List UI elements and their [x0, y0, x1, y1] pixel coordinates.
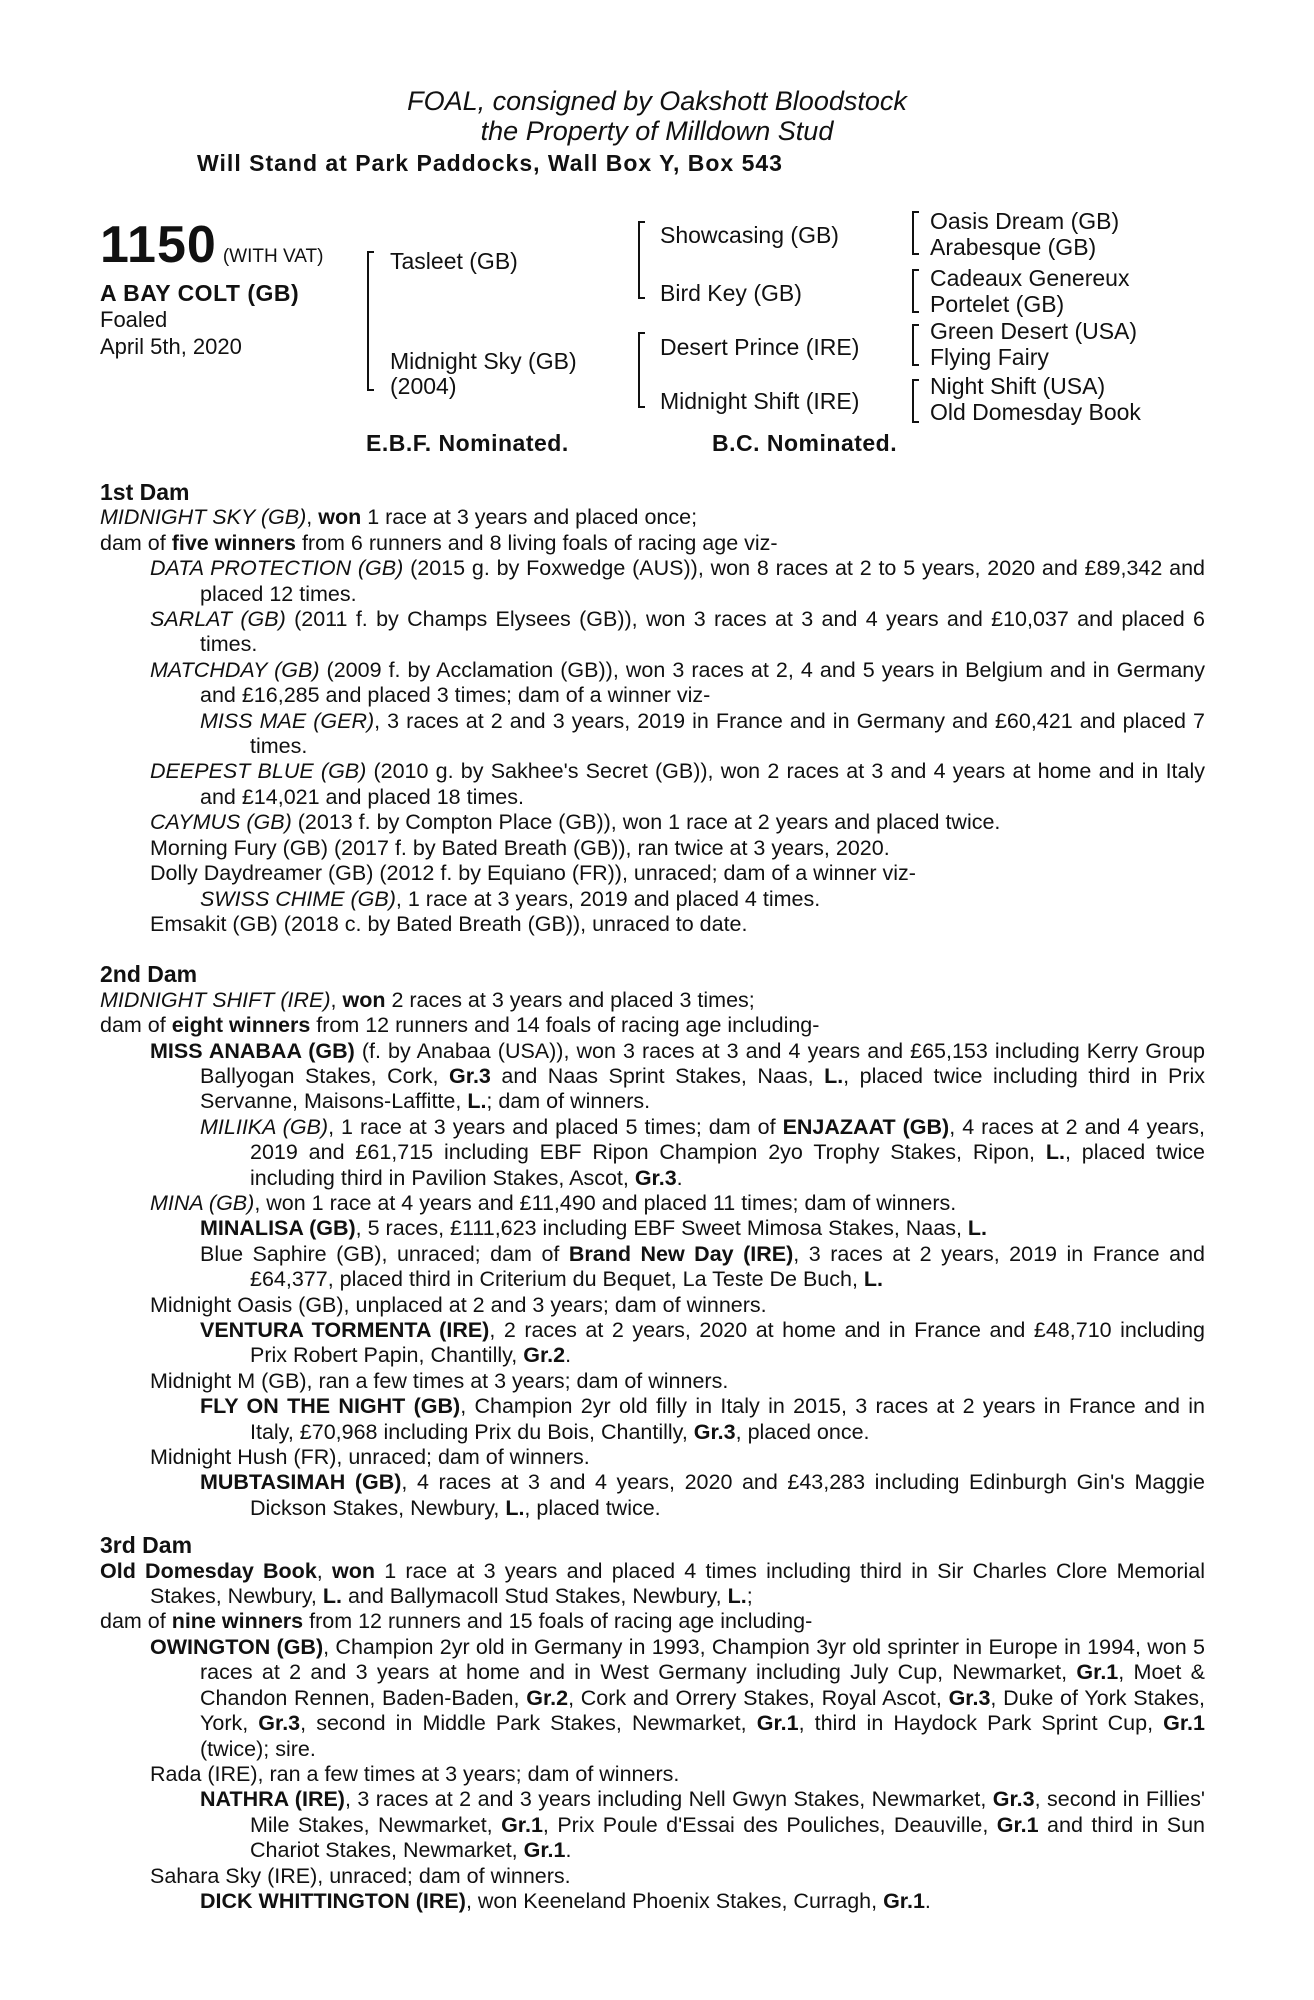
great-grandsire-1: Oasis Dream (GB) — [930, 208, 1120, 234]
sire: Tasleet (GB) — [390, 248, 518, 274]
text: L. — [824, 1063, 844, 1088]
horse-name: CAYMUS (GB) — [150, 810, 292, 835]
text: . — [565, 1343, 572, 1368]
produce-entry — [100, 1394, 1205, 1445]
text: Gr.3 — [258, 1711, 301, 1736]
third-dam-produce-summary — [100, 1609, 1205, 1634]
text: Gr.3 — [992, 1787, 1035, 1812]
text: , 1 race at 3 years and placed 5 times; dam of — [328, 1114, 783, 1139]
text: L. — [505, 1495, 525, 1520]
brace-cap — [912, 211, 919, 213]
text: (2011 f. by Champs Elysees (GB)), won 3 races at 3 and 4 years and £10,037 and placed 6 times. — [200, 607, 1205, 657]
header-stand-location: Will Stand at Park Paddocks, Wall Box Y, Box 543 — [197, 150, 783, 176]
produce-entry — [100, 1039, 1205, 1115]
ebf-nominated: E.B.F. Nominated. — [366, 430, 569, 456]
text: L. — [863, 1267, 884, 1292]
horse-name: Brand New Day (IRE) — [568, 1241, 794, 1266]
sire-dam: Bird Key (GB) — [660, 280, 802, 306]
produce-entry — [100, 1115, 1205, 1191]
text: , 3 races at 2 years, 2019 in France and £64,377, placed third in Criterium du Bequet, La Teste De Buch, — [250, 1241, 1205, 1292]
brace-cap — [638, 332, 645, 334]
horse-name: VENTURA TORMENTA (IRE) — [200, 1318, 490, 1342]
horse-name: OWINGTON (GB) — [150, 1634, 324, 1659]
dam-year: (2004) — [390, 373, 457, 399]
text: Gr.2 — [523, 1343, 566, 1368]
text: Blue Saphire (GB), unraced; dam of — [200, 1241, 569, 1266]
text: Gr.1 — [1076, 1660, 1119, 1685]
produce-entry — [100, 810, 1205, 835]
brace-cap — [912, 364, 919, 366]
text: , won 1 race at 4 years and £11,490 and placed 11 times; dam of winners. — [254, 1190, 957, 1215]
dam: Midnight Sky (GB) — [390, 348, 577, 374]
text: won — [331, 1558, 375, 1583]
horse-name: MILIIKA (GB) — [200, 1114, 329, 1139]
text: (f. by Anabaa (USA)), won 3 races at 3 and 4 years and £65,153 including Kerry Group Ballyogan Stakes, Cork, — [200, 1038, 1205, 1088]
text: from 12 runners and 14 foals of racing age including- — [310, 1013, 820, 1038]
brace-cap — [912, 379, 919, 381]
produce-entry — [100, 1318, 1205, 1369]
produce-entry: Emsakit (GB) (2018 c. by Bated Breath (GB)), unraced to date. — [150, 911, 748, 936]
second-dam-line — [100, 988, 1205, 1013]
sire-parents-brace — [638, 222, 640, 298]
produce-entry — [100, 1787, 1205, 1863]
first-dam-heading: 1st Dam — [100, 479, 190, 505]
brace-cap — [912, 421, 919, 423]
lot-title: A BAY COLT (GB) — [100, 280, 300, 306]
horse-name: MATCHDAY (GB) — [150, 657, 320, 682]
text: Gr.1 — [523, 1838, 566, 1863]
horse-name: DATA PROTECTION (GB) — [150, 556, 404, 581]
third-dam-name: Old Domesday Book — [100, 1558, 317, 1583]
header-property: the Property of Milldown Stud — [480, 116, 834, 146]
third-dam-heading: 3rd Dam — [100, 1532, 193, 1559]
text: . — [676, 1165, 683, 1190]
brace-cap — [638, 406, 645, 408]
produce-entry — [100, 709, 1205, 760]
text: , Moet & Chandon Rennen, Baden-Baden, — [200, 1660, 1206, 1710]
second-dam-name: MIDNIGHT SHIFT (IRE) — [100, 987, 331, 1012]
text: L. — [1045, 1140, 1065, 1165]
g-brace-4 — [912, 380, 914, 422]
great-granddam-1: Arabesque (GB) — [930, 234, 1097, 260]
text: and third in Sun Chariot Stakes, Newmarket, — [250, 1812, 1205, 1863]
horse-name: MINA (GB) — [150, 1190, 255, 1215]
text: Gr.1 — [883, 1888, 925, 1913]
lot-heading — [100, 215, 323, 275]
text: , Duke of York Stakes, York, — [200, 1685, 1205, 1736]
horse-name: MISS ANABAA (GB) — [150, 1038, 355, 1063]
bc-nominated: B.C. Nominated. — [712, 430, 898, 456]
text: from 6 runners and 8 living foals of racing age viz- — [295, 530, 778, 555]
text: Gr.1 — [501, 1812, 543, 1837]
horse-name: DICK WHITTINGTON (IRE) — [200, 1888, 466, 1913]
sire-sire: Showcasing (GB) — [660, 222, 839, 248]
text: . — [565, 1838, 572, 1863]
text: 1 race at 3 years and placed once; — [361, 505, 698, 530]
produce-entry — [100, 759, 1205, 810]
text: L. — [322, 1584, 342, 1609]
brace-cap — [912, 324, 919, 326]
text: ; — [746, 1584, 753, 1609]
great-grandsire-3: Green Desert (USA) — [930, 318, 1138, 344]
text: , Prix Poule d'Essai des Pouliches, Deauville, — [542, 1812, 997, 1837]
text: Gr.1 — [996, 1812, 1039, 1837]
text: dam of — [100, 1609, 172, 1634]
brace-cap — [912, 253, 919, 255]
text: , Champion 2yr old filly in Italy in 2015, 3 races at 2 years in France and in Italy, £70,968 including Prix du Bois, Chantilly, — [250, 1394, 1205, 1444]
text: won — [318, 505, 362, 530]
produce-entry — [100, 1242, 1205, 1293]
text: , 1 race at 3 years, 2019 and placed 4 times. — [395, 886, 821, 911]
lot-vat: (WITH VAT) — [222, 246, 324, 267]
text: , 4 races at 2 and 4 years, 2019 and £61,715 including EBF Ripon Champion 2yo Trophy Stakes, Ripon, — [250, 1114, 1205, 1165]
text: Gr.3 — [948, 1685, 991, 1710]
second-dam-heading: 2nd Dam — [100, 961, 198, 988]
text: five winners — [171, 530, 296, 555]
text: , won Keeneland Phoenix Stakes, Curragh, — [465, 1888, 884, 1913]
great-granddam-2: Portelet (GB) — [930, 291, 1065, 317]
brace-cap — [367, 389, 374, 391]
text: (2015 g. by Foxwedge (AUS)), won 8 races at 2 to 5 years, 2020 and £89,342 and placed 12 times. — [200, 556, 1205, 606]
brace-cap — [912, 311, 919, 313]
text: Gr.3 — [634, 1165, 677, 1190]
text: , 5 races, £111,623 including EBF Sweet Mimosa Stakes, Naas, — [355, 1216, 968, 1241]
horse-name: MINALISA (GB) — [200, 1216, 356, 1241]
great-granddam-4: Old Domesday Book — [930, 399, 1141, 425]
produce-entry — [100, 1470, 1205, 1521]
text: (2009 f. by Acclamation (GB)), won 3 races at 2, 4 and 5 years in Belgium and in Germany and £16,285 and placed 3 times; dam of a winner viz- — [200, 657, 1206, 708]
produce-entry — [100, 1216, 1205, 1241]
text: , third in Haydock Park Sprint Cup, — [798, 1711, 1164, 1736]
text: . — [924, 1888, 931, 1913]
produce-entry: Dolly Daydreamer (GB) (2012 f. by Equiano (FR)), unraced; dam of a winner viz- — [150, 861, 916, 886]
text: , — [306, 505, 319, 530]
first-dam-line — [100, 505, 1205, 530]
text: , placed twice including third in Pavilion Stakes, Ascot, — [250, 1140, 1205, 1190]
third-dam-line — [100, 1559, 1205, 1610]
dam-parents-brace — [638, 333, 640, 407]
produce-entry: Sahara Sky (IRE), unraced; dam of winners. — [150, 1863, 571, 1888]
text: L. — [467, 1089, 487, 1114]
text: Gr.2 — [526, 1685, 569, 1710]
produce-entry — [100, 556, 1205, 607]
text: 1 race at 3 years and placed 4 times including third in Sir Charles Clore Memorial Stakes, Newbury, — [150, 1558, 1206, 1609]
section-gap — [100, 1521, 1205, 1533]
brace-cap — [638, 297, 645, 299]
text: won — [342, 987, 386, 1012]
text: from 12 runners and 15 foals of racing age including- — [303, 1609, 813, 1634]
text: , second in Middle Park Stakes, Newmarket, — [300, 1711, 757, 1736]
great-grandsire-4: Night Shift (USA) — [930, 373, 1106, 399]
text: dam of — [100, 1013, 172, 1038]
produce-entry — [100, 1191, 1205, 1216]
horse-name: MUBTASIMAH (GB) — [200, 1470, 402, 1495]
horse-name: SARLAT (GB) — [150, 607, 286, 632]
text: ; dam of winners. — [486, 1089, 651, 1114]
text: , second in Fillies' Mile Stakes, Newmarket, — [250, 1787, 1205, 1837]
horse-name: DEEPEST BLUE (GB) — [150, 759, 367, 784]
text: , Cork and Orrery Stakes, Royal Ascot, — [568, 1685, 949, 1710]
text: Gr.1 — [756, 1711, 799, 1736]
foaled-label: Foaled — [100, 307, 168, 332]
text: , Champion 2yr old in Germany in 1993, Champion 3yr old sprinter in Europe in 1994, won 5 races at 2 and 3 years at home and in West Germany including July Cup, Newmarket, — [200, 1634, 1205, 1685]
produce-entry: Rada (IRE), ran a few times at 3 years; dam of winners. — [150, 1761, 680, 1786]
text: , 2 races at 2 years, 2020 at home and in France and £48,710 including Prix Robert Papin, Chantilly, — [250, 1318, 1205, 1368]
text: L. — [967, 1216, 988, 1241]
text: 2 races at 3 years and placed 3 times; — [385, 987, 755, 1012]
sire-dam-brace — [367, 252, 369, 390]
produce-entry — [100, 607, 1205, 658]
text: , 4 races at 3 and 4 years, 2020 and £43,283 including Edinburgh Gin's Maggie Dickson Stakes, Newbury, — [250, 1470, 1205, 1520]
text: (twice); sire. — [200, 1736, 316, 1761]
great-grandsire-2: Cadeaux Genereux — [930, 265, 1130, 291]
dam-sire: Desert Prince (IRE) — [660, 334, 860, 360]
text: (2010 g. by Sakhee's Secret (GB)), won 2 races at 3 and 4 years at home and in Italy and £14,021 and placed 18 times. — [200, 759, 1206, 809]
text: (2013 f. by Compton Place (GB)), won 1 race at 2 years and placed twice. — [291, 810, 1001, 835]
text: , placed twice. — [524, 1495, 661, 1520]
text: L. — [727, 1584, 747, 1609]
text: nine winners — [171, 1609, 304, 1634]
produce-entry: Morning Fury (GB) (2017 f. by Bated Breath (GB)), ran twice at 3 years, 2020. — [150, 835, 890, 860]
horse-name: MISS MAE (GER) — [200, 708, 375, 733]
second-dam-produce-summary — [100, 1013, 1205, 1038]
produce-entry — [100, 887, 1205, 912]
text: Gr.3 — [449, 1063, 491, 1088]
text: dam of — [100, 530, 172, 555]
horse-name: NATHRA (IRE) — [200, 1787, 345, 1812]
text: ENJAZAAT (GB) — [782, 1114, 950, 1139]
produce-entry — [100, 658, 1205, 709]
g-brace-3 — [912, 325, 914, 365]
text: , 3 races at 2 and 3 years including Nell Gwyn Stakes, Newmarket, — [344, 1787, 993, 1812]
text: and Naas Sprint Stakes, Naas, — [490, 1063, 825, 1088]
text: , — [316, 1558, 332, 1583]
produce-entry — [100, 1889, 1205, 1914]
text: Gr.3 — [693, 1419, 736, 1444]
text: , placed twice including third in Prix Servanne, Maisons-Laffitte, — [200, 1063, 1206, 1114]
produce-entry: Midnight Hush (FR), unraced; dam of winners. — [150, 1445, 590, 1470]
foaled-date: April 5th, 2020 — [100, 334, 242, 359]
header-consignor: FOAL, consigned by Oakshott Bloodstock — [407, 86, 907, 116]
produce-entry: Midnight M (GB), ran a few times at 3 years; dam of winners. — [150, 1368, 729, 1393]
g-brace-2 — [912, 270, 914, 312]
brace-cap — [638, 221, 645, 223]
first-dam-produce-summary — [100, 531, 1205, 556]
great-granddam-3: Flying Fairy — [930, 344, 1049, 370]
produce-entry — [100, 1635, 1205, 1762]
section-gap — [100, 937, 1205, 962]
horse-name: SWISS CHIME (GB) — [200, 886, 396, 911]
text: and Ballymacoll Stud Stakes, Newbury, — [341, 1584, 728, 1609]
text: Gr.1 — [1163, 1711, 1205, 1736]
brace-cap — [912, 269, 919, 271]
dam-dam: Midnight Shift (IRE) — [660, 388, 860, 414]
lot-number: 1150 — [100, 216, 217, 274]
text: , — [330, 987, 343, 1012]
produce-entry: Midnight Oasis (GB), unplaced at 2 and 3 years; dam of winners. — [150, 1292, 767, 1317]
produce-record — [100, 480, 1205, 1914]
g-brace-1 — [912, 212, 914, 254]
text: eight winners — [171, 1013, 311, 1038]
horse-name: FLY ON THE NIGHT (GB) — [200, 1394, 461, 1419]
first-dam-name: MIDNIGHT SKY (GB) — [100, 505, 307, 530]
brace-cap — [367, 251, 374, 253]
text: , 3 races at 2 and 3 years, 2019 in France and in Germany and £60,421 and placed 7 times. — [250, 708, 1205, 759]
text: , placed once. — [735, 1419, 870, 1444]
